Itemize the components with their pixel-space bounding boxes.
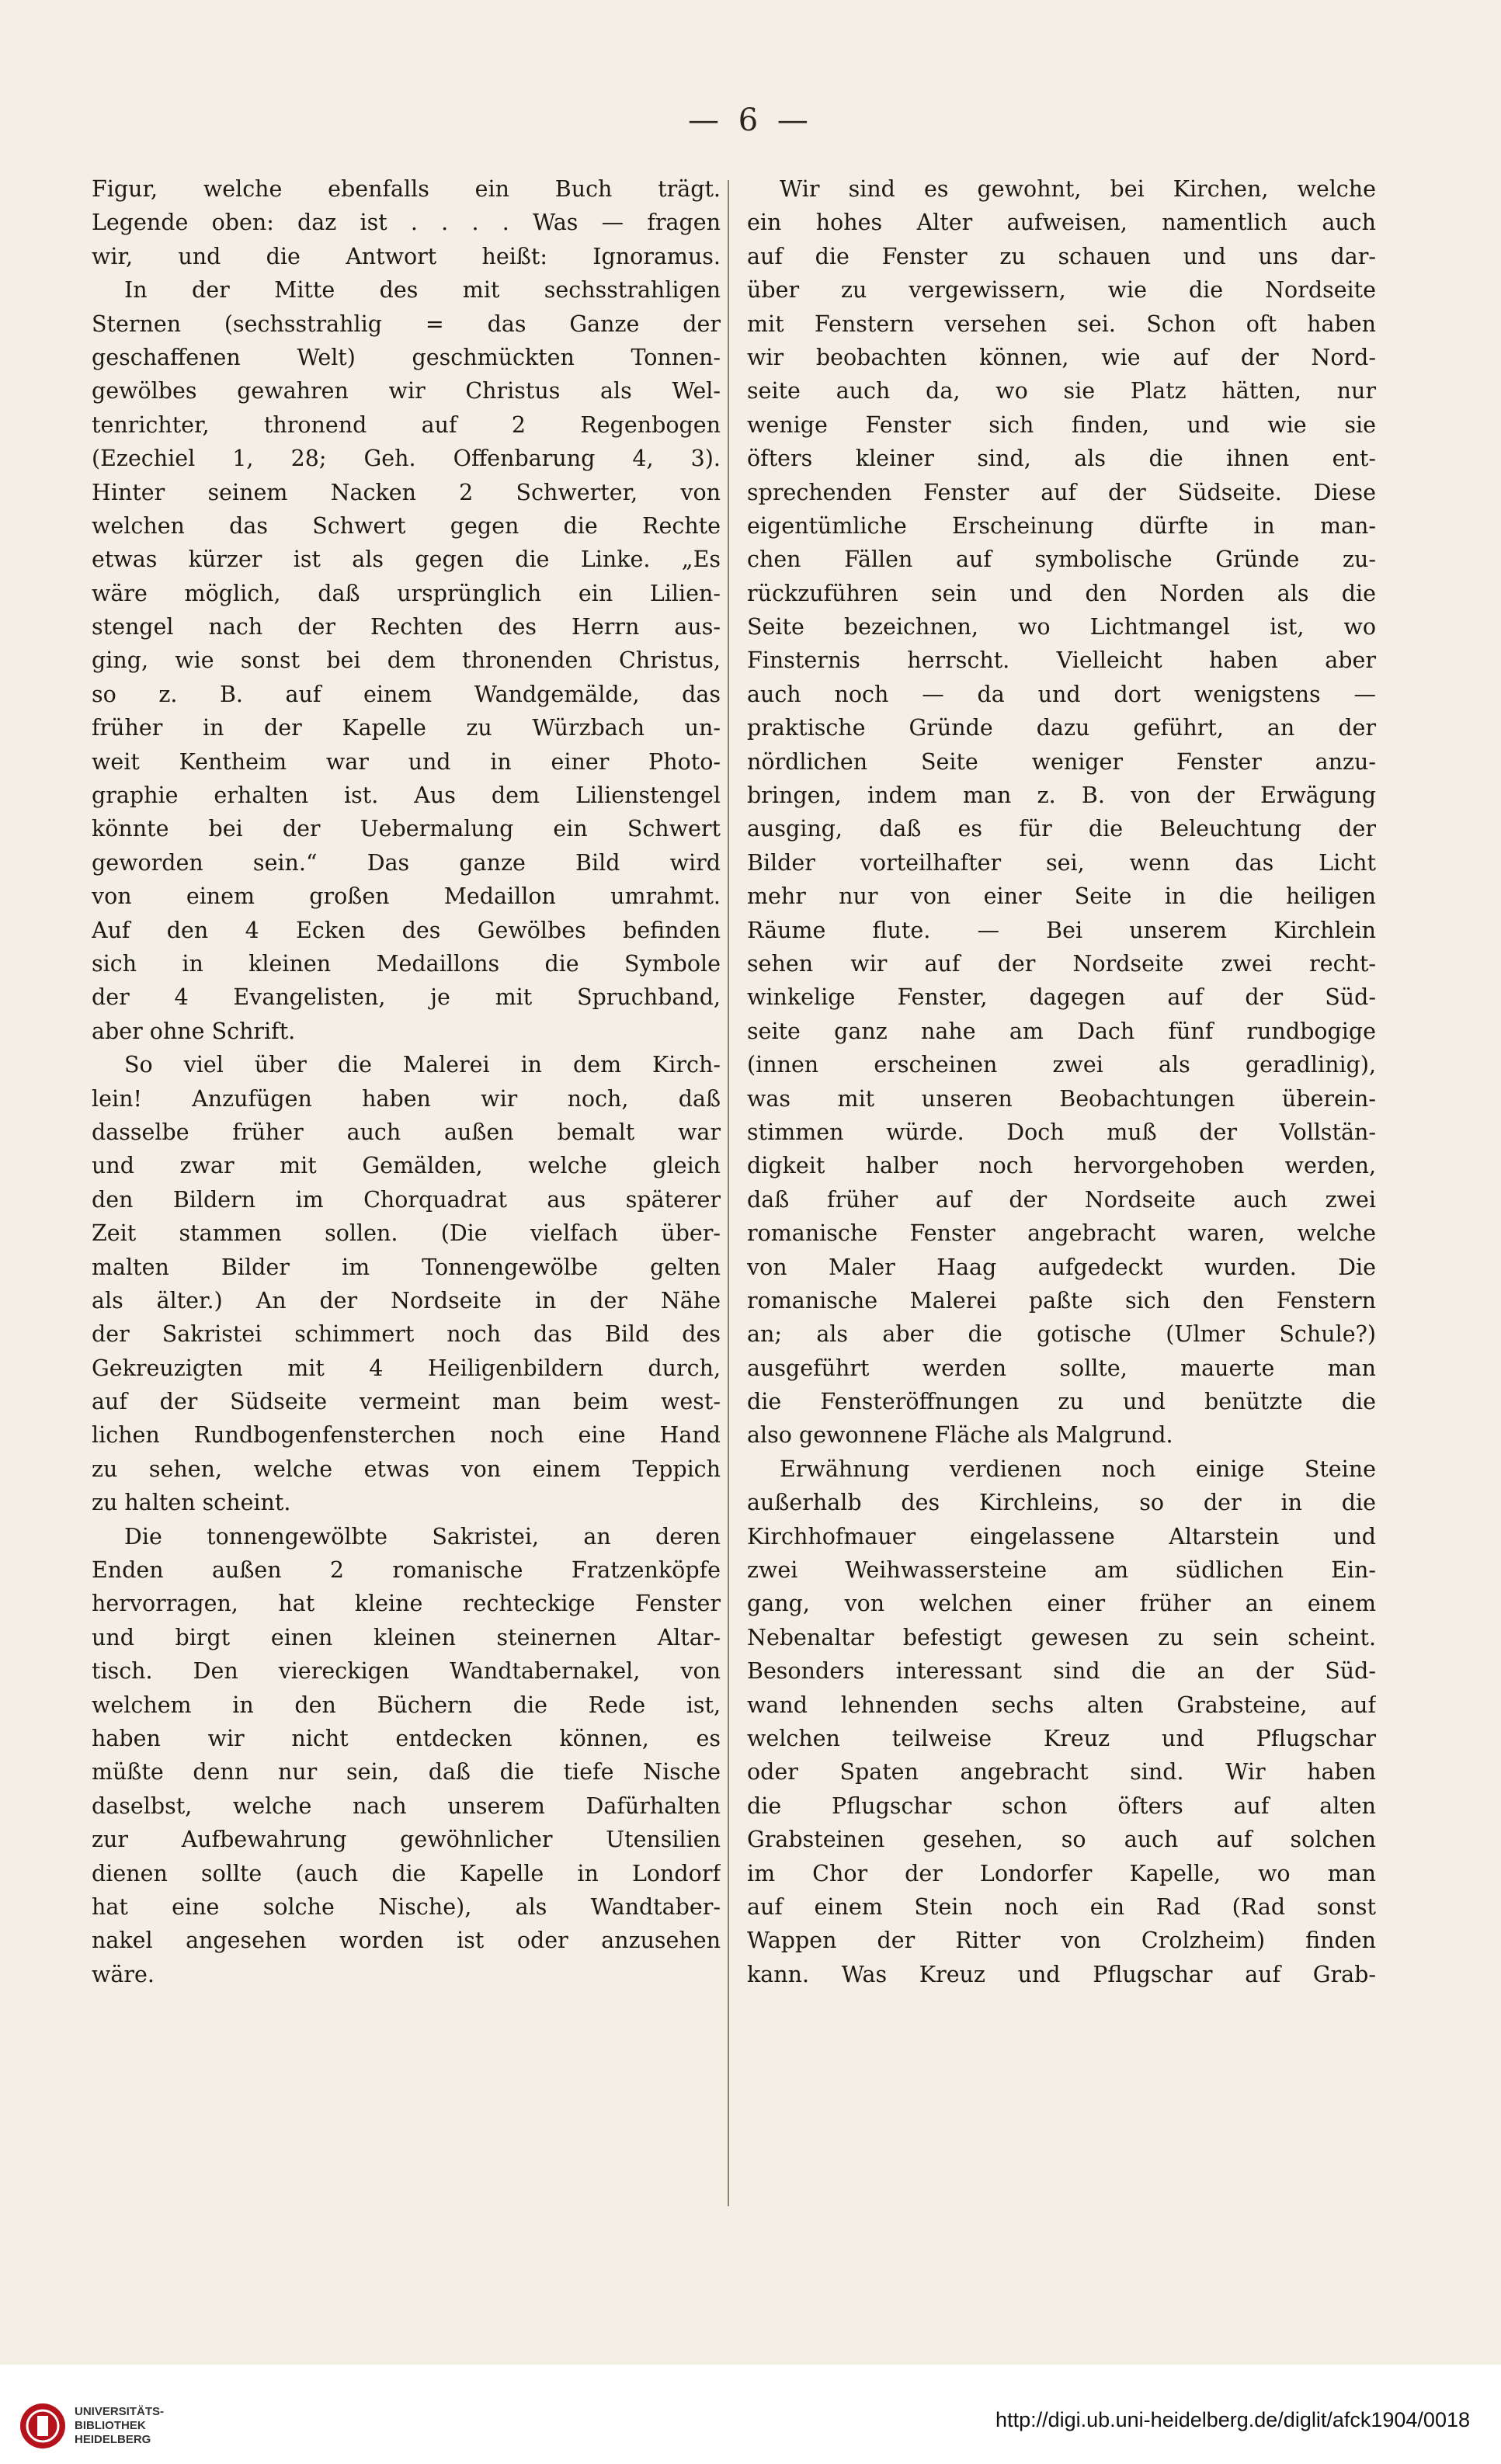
text-line: (innen erscheinen zwei als geradlinig), xyxy=(747,1052,1376,1078)
text-line: Bilder vorteilhafter sei, wenn das Licht xyxy=(747,849,1376,876)
text-line: dienen sollte (auch die Kapelle in Londorf xyxy=(92,1860,721,1886)
text-line: daselbst, welche nach unserem Dafürhalten xyxy=(92,1792,721,1819)
text-line: von Maler Haag aufgedeckt wurden. Die xyxy=(747,1254,1376,1280)
text-line: der 4 Evangelisten, je mit Spruchband, xyxy=(92,984,721,1011)
text-line: als älter.) An der Nordseite in der Nähe xyxy=(92,1287,721,1314)
text-line: eigentümliche Erscheinung dürfte in man- xyxy=(747,512,1376,539)
text-line: oder Spaten angebracht sind. Wir haben xyxy=(747,1759,1376,1786)
library-logo[interactable] xyxy=(19,2402,166,2450)
text-line: So viel über die Malerei in dem Kirch- xyxy=(124,1052,721,1078)
text-line: nakel angesehen worden ist oder anzusehen xyxy=(92,1928,721,1954)
text-line: zwei Weihwassersteine am südlichen Ein- xyxy=(747,1557,1376,1584)
text-line: geworden sein.“ Das ganze Bild wird xyxy=(92,849,721,876)
text-line: im Chor der Londorfer Kapelle, wo man xyxy=(747,1860,1376,1886)
text-line: lichen Rundbogenfensterchen noch eine Hand xyxy=(92,1422,721,1449)
text-line: zu sehen, welche etwas von einem Teppich xyxy=(92,1456,721,1482)
text-line: so z. B. auf einem Wandgemälde, das xyxy=(92,681,721,707)
text-line: über zu vergewissern, wie die Nordseite xyxy=(747,277,1376,304)
text-line: wenige Fenster sich finden, und wie sie xyxy=(747,411,1376,438)
text-line: (Ezechiel 1, 28; Geh. Offenbarung 4, 3). xyxy=(92,446,721,472)
text-line: Sternen (sechsstrahlig = das Ganze der xyxy=(92,311,721,337)
text-line: könnte bei der Uebermalung ein Schwert xyxy=(92,816,721,842)
text-line: auf der Südseite vermeint man beim west- xyxy=(92,1389,721,1415)
text-line: malten Bilder im Tonnengewölbe gelten xyxy=(92,1254,721,1280)
text-line: was mit unseren Beobachtungen überein- xyxy=(747,1085,1376,1112)
text-line: stengel nach der Rechten des Herrn aus- xyxy=(92,614,721,640)
text-line: welchem in den Büchern die Rede ist, xyxy=(92,1692,721,1718)
text-line: ging, wie sonst bei dem thronenden Christus, xyxy=(92,647,721,674)
text-line: von einem großen Medaillon umrahmt. xyxy=(92,883,721,910)
text-line: wand lehnenden sechs alten Grabsteine, auf xyxy=(747,1692,1376,1718)
text-line: auf einem Stein noch ein Rad (Rad sonst xyxy=(747,1893,1376,1920)
text-line: Erwähnung verdienen noch einige Steine xyxy=(780,1456,1376,1482)
text-line: Auf den 4 Ecken des Gewölbes befinden xyxy=(92,917,721,943)
text-line: chen Fällen auf symbolische Gründe zu- xyxy=(747,547,1376,573)
text-line: außerhalb des Kirchleins, so der in die xyxy=(747,1490,1376,1516)
text-line: dasselbe früher auch außen bemalt war xyxy=(92,1119,721,1145)
text-line: etwas kürzer ist als gegen die Linke. „Es xyxy=(92,547,721,573)
library-logo-text xyxy=(75,2405,164,2447)
text-line: winkelige Fenster, dagegen auf der Süd- xyxy=(747,984,1376,1011)
page-number: — 6 — xyxy=(688,102,813,138)
text-line: wäre möglich, daß ursprünglich ein Lilien- xyxy=(92,580,721,606)
text-line: mehr nur von einer Seite in die heiligen xyxy=(747,883,1376,910)
text-line: Enden außen 2 romanische Fratzenköpfe xyxy=(92,1557,721,1584)
text-line: öfters kleiner sind, als die ihnen ent- xyxy=(747,446,1376,472)
text-line: kann. Was Kreuz und Pflugschar auf Grab- xyxy=(747,1961,1376,1987)
text-line: Seite bezeichnen, wo Lichtmangel ist, wo xyxy=(747,614,1376,640)
text-line: Die tonnengewölbte Sakristei, an deren xyxy=(124,1523,721,1550)
text-line: tenrichter, thronend auf 2 Regenbogen xyxy=(92,411,721,438)
text-line: an; als aber die gotische (Ulmer Schule?) xyxy=(747,1321,1376,1348)
text-line: gewölbes gewahren wir Christus als Wel- xyxy=(92,378,721,404)
logo-line: BIBLIOTHEK xyxy=(75,2419,146,2432)
text-line: zur Aufbewahrung gewöhnlicher Utensilien xyxy=(92,1827,721,1853)
text-line: Figur, welche ebenfalls ein Buch trägt. xyxy=(92,176,721,202)
text-line: bringen, indem man z. B. von der Erwägung xyxy=(747,783,1376,809)
text-line: Zeit stammen sollen. (Die vielfach über- xyxy=(92,1220,721,1247)
text-line: ein hohes Alter aufweisen, namentlich auch xyxy=(747,210,1376,236)
text-line: auf die Fenster zu schauen und uns dar- xyxy=(747,243,1376,269)
text-line: nördlichen Seite weniger Fenster anzu- xyxy=(747,748,1376,775)
text-line: tisch. Den viereckigen Wandtabernakel, von xyxy=(92,1658,721,1685)
text-line: In der Mitte des mit sechsstrahligen xyxy=(124,277,721,304)
text-line: romanische Malerei paßte sich den Fenstern xyxy=(747,1287,1376,1314)
text-line: und birgt einen kleinen steinernen Altar- xyxy=(92,1624,721,1650)
text-line: lein! Anzufügen haben wir noch, daß xyxy=(92,1085,721,1112)
text-line: Besonders interessant sind die an der Süd- xyxy=(747,1658,1376,1685)
text-line: welchen das Schwert gegen die Rechte xyxy=(92,512,721,539)
text-line: die Fensteröffnungen zu und benützte die xyxy=(747,1389,1376,1415)
text-line: welchen teilweise Kreuz und Pflugschar xyxy=(747,1725,1376,1751)
logo-line: UNIVERSITÄTS- xyxy=(75,2405,165,2418)
text-line: aber ohne Schrift. xyxy=(92,1018,296,1044)
text-line: Wir sind es gewohnt, bei Kirchen, welche xyxy=(780,176,1376,202)
text-line: Kirchhofmauer eingelassene Altarstein und xyxy=(747,1523,1376,1550)
column-divider xyxy=(728,180,729,2206)
text-line: wäre. xyxy=(92,1961,155,1987)
text-line: also gewonnene Fläche als Malgrund. xyxy=(747,1422,1173,1449)
text-line: ausging, daß es für die Beleuchtung der xyxy=(747,816,1376,842)
text-line: stimmen würde. Doch muß der Vollstän- xyxy=(747,1119,1376,1145)
text-line: haben wir nicht entdecken können, es xyxy=(92,1725,721,1751)
text-line: ausgeführt werden sollte, mauerte man xyxy=(747,1355,1376,1381)
text-line: romanische Fenster angebracht waren, welche xyxy=(747,1220,1376,1247)
text-line: Wappen der Ritter von Crolzheim) finden xyxy=(747,1928,1376,1954)
text-line: praktische Gründe dazu geführt, an der xyxy=(747,715,1376,741)
text-line: hervorragen, hat kleine rechteckige Fenster xyxy=(92,1591,721,1617)
text-line: sprechenden Fenster auf der Südseite. Diese xyxy=(747,479,1376,505)
text-line: den Bildern im Chorquadrat aus späterer xyxy=(92,1186,721,1213)
text-line: Gekreuzigten mit 4 Heiligenbildern durch, xyxy=(92,1355,721,1381)
text-line: seite auch da, wo sie Platz hätten, nur xyxy=(747,378,1376,404)
text-line: Grabsteinen gesehen, so auch auf solchen xyxy=(747,1827,1376,1853)
source-url-link[interactable]: http://digi.ub.uni-heidelberg.de/diglit/afck1904/0018 xyxy=(995,2408,1470,2431)
text-line: rückzuführen sein und den Norden als die xyxy=(747,580,1376,606)
text-line: der Sakristei schimmert noch das Bild des xyxy=(92,1321,721,1348)
text-line: weit Kentheim war und in einer Photo- xyxy=(92,748,721,775)
text-line: Hinter seinem Nacken 2 Schwerter, von xyxy=(92,479,721,505)
text-line: sehen wir auf der Nordseite zwei recht- xyxy=(747,950,1376,977)
text-line: wir, und die Antwort heißt: Ignoramus. xyxy=(92,243,721,269)
text-line: mit Fenstern versehen sei. Schon oft haben xyxy=(747,311,1376,337)
text-line: sich in kleinen Medaillons die Symbole xyxy=(92,950,721,977)
text-line: auch noch — da und dort wenigstens — xyxy=(747,681,1376,707)
text-line: müßte denn nur sein, daß die tiefe Nische xyxy=(92,1759,721,1786)
text-line: Räume flute. — Bei unserem Kirchlein xyxy=(747,917,1376,943)
text-line: Finsternis herrscht. Vielleicht haben aber xyxy=(747,647,1376,674)
text-line: zu halten scheint. xyxy=(92,1490,291,1516)
text-line: gang, von welchen einer früher an einem xyxy=(747,1591,1376,1617)
text-line: digkeit halber noch hervorgehoben werden, xyxy=(747,1153,1376,1179)
text-line: die Pflugschar schon öfters auf alten xyxy=(747,1792,1376,1819)
text-line: Legende oben: daz ist . . . . Was — fragen xyxy=(92,210,721,236)
text-line: wir beobachten können, wie auf der Nord- xyxy=(747,344,1376,370)
logo-line: HEIDELBERG xyxy=(75,2433,151,2446)
text-line: Nebenaltar befestigt gewesen zu sein scheint. xyxy=(747,1624,1376,1650)
text-line: und zwar mit Gemälden, welche gleich xyxy=(92,1153,721,1179)
left-text-column xyxy=(92,172,721,1991)
text-line: früher in der Kapelle zu Würzbach un- xyxy=(92,715,721,741)
text-line: hat eine solche Nische), als Wandtaber- xyxy=(92,1893,721,1920)
text-line: daß früher auf der Nordseite auch zwei xyxy=(747,1186,1376,1213)
right-text-column xyxy=(747,172,1376,1991)
text-line: seite ganz nahe am Dach fünf rundbogige xyxy=(747,1018,1376,1044)
text-line: graphie erhalten ist. Aus dem Lilienstengel xyxy=(92,783,721,809)
library-seal-icon xyxy=(19,2402,67,2450)
text-line: geschaffenen Welt) geschmückten Tonnen- xyxy=(92,344,721,370)
